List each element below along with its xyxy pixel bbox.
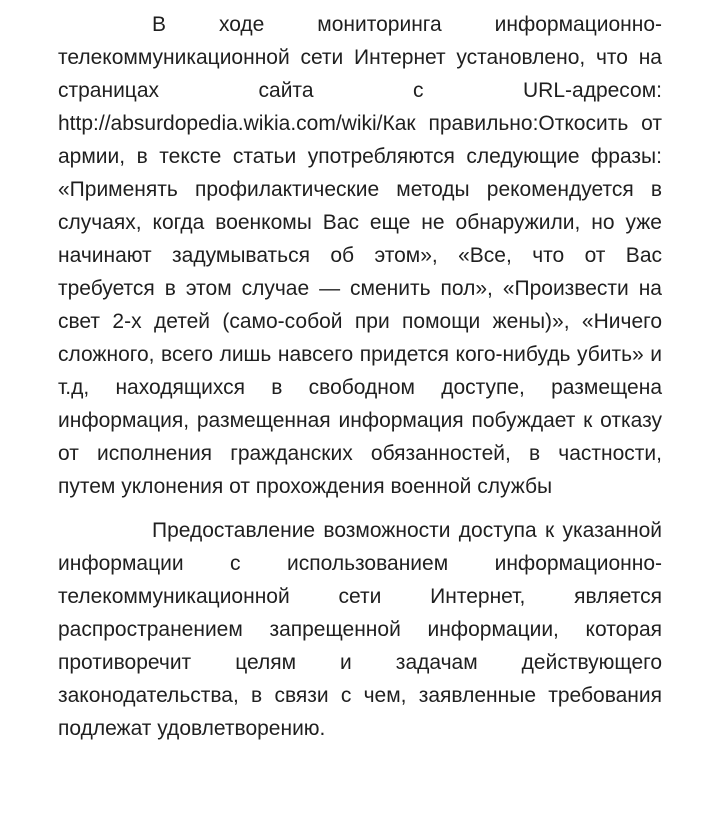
paragraph-monitoring-findings: В ходе мониторинга информационно-телекоммуникационной сети Интернет установлено, что на страницах сайта с URL-адресом: http://absurdopedia.wikia.com/wiki/Как правильно:Откосить от армии, в тексте статьи употребляются следующие фразы: «Применять профилактические методы рекомендуется в случаях, когда военкомы Вас еще не обнаружили, но уже начинают задумываться об этом», «Все, что от Вас требуется в этом случае — сменить пол», «Произвести на свет 2-х детей (само-собой при помощи жены)», «Ничего сложного, всего лишь навсего придется кого-нибудь убить» и т.д, находящихся в свободном доступе, размещена информация, размещенная информация побуждает к отказу от исполнения гражданских обязанностей, в частности, путем уклонения от прохождения военной службы xyxy=(58,13,662,498)
paragraph-conclusion: Предоставление возможности доступа к указанной информации с использованием информационно-телекоммуникационной сети Интернет, является распространением запрещенной информации, которая противоречит целям и задачам действующего законодательства, в связи с чем, заявленные требования подлежат удовлетворению. xyxy=(58,519,662,740)
